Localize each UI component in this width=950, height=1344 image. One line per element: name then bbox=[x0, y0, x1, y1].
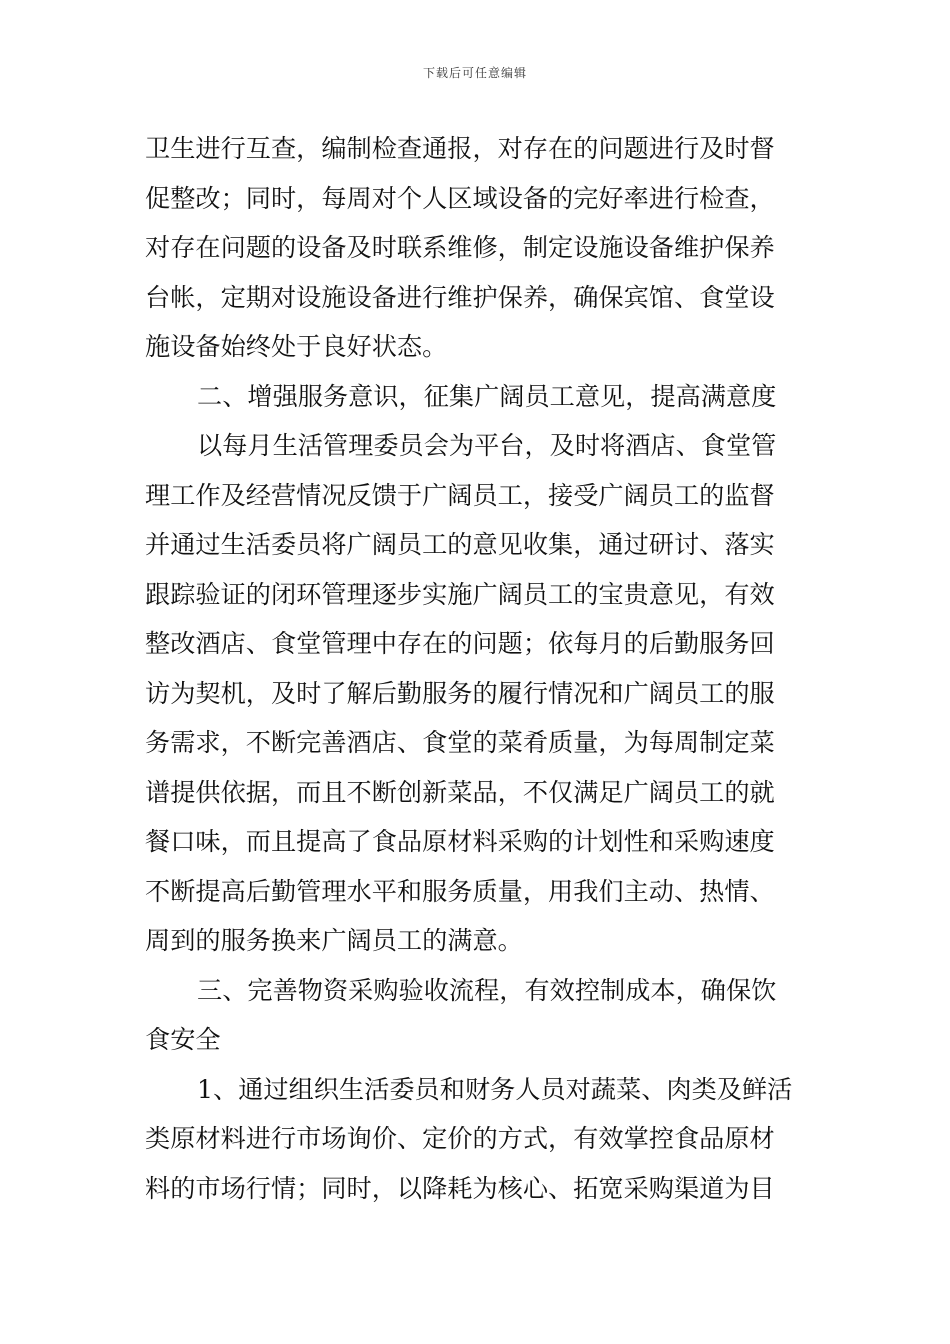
text-line: 料的市场行情；同时，以降耗为核心、拓宽采购渠道为目 bbox=[145, 1173, 775, 1203]
text-line: 整改酒店、食堂管理中存在的问题；依每月的后勤服务回 bbox=[145, 629, 775, 658]
text-line: 不断提高后勤管理水平和服务质量，用我们主动、热情、 bbox=[145, 876, 775, 906]
text-line: 理工作及经营情况反馈于广阔员工，接受广阔员工的监督 bbox=[145, 480, 775, 510]
text-line: 周到的服务换来广阔员工的满意。 bbox=[145, 926, 523, 955]
page-header: 下载后可任意编辑 bbox=[422, 66, 527, 80]
text-line: 类原材料进行市场询价、定价的方式，有效掌控食品原材 bbox=[145, 1124, 775, 1153]
text-line: 并通过生活委员将广阔员工的意见收集，通过研讨、落实 bbox=[145, 530, 775, 559]
section-heading-3: 三、完善物资采购验收流程，有效控制成本，确保饮 bbox=[197, 975, 777, 1005]
document-body bbox=[145, 124, 805, 1213]
text-line: 台帐，定期对设施设备进行维护保养，确保宾馆、食堂设 bbox=[145, 282, 775, 312]
paragraph-start: 以每月生活管理委员会为平台，及时将酒店、食堂管 bbox=[197, 431, 777, 460]
text-line: 务需求，不断完善酒店、食堂的菜肴质量，为每周制定菜 bbox=[145, 728, 775, 757]
text-line: 餐口味，而且提高了食品原材料采购的计划性和采购速度 bbox=[145, 827, 775, 856]
text-line: 施设备始终处于良好状态。 bbox=[145, 332, 448, 361]
text-line: 谱提供依据，而且不断创新菜品，不仅满足广阔员工的就 bbox=[145, 777, 775, 807]
text-line: 卫生进行互查，编制检查通报，对存在的问题进行及时督 bbox=[145, 134, 775, 163]
paragraph-start: 1、通过组织生活委员和财务人员对蔬菜、肉类及鲜活 bbox=[197, 1074, 793, 1104]
text-line: 食安全 bbox=[145, 1025, 221, 1054]
text-line: 对存在问题的设备及时联系维修，制定设施设备维护保养 bbox=[145, 233, 775, 262]
text-line: 跟踪验证的闭环管理逐步实施广阔员工的宝贵意见，有效 bbox=[145, 579, 775, 609]
section-heading-2: 二、增强服务意识，征集广阔员工意见，提高满意度 bbox=[197, 381, 777, 411]
text-line: 促整改；同时，每周对个人区域设备的完好率进行检查， bbox=[145, 183, 775, 213]
text-line: 访为契机，及时了解后勤服务的履行情况和广阔员工的服 bbox=[145, 678, 775, 708]
